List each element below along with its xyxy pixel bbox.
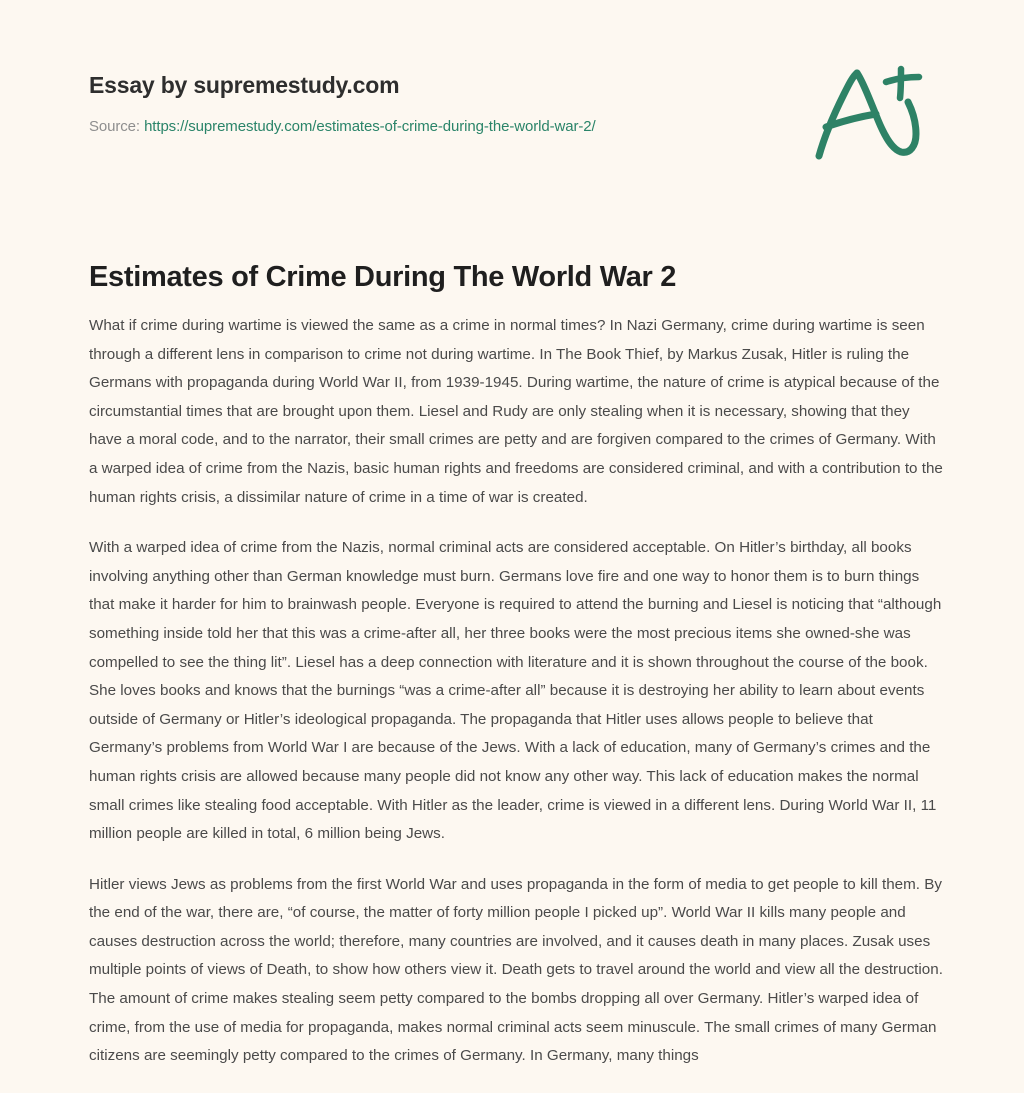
a-plus-logo-icon: [800, 52, 930, 172]
page-title: Estimates of Crime During The World War 2: [89, 261, 677, 294]
essay-body: [89, 312, 945, 1093]
paragraph: What if crime during wartime is viewed the same as a crime in normal times? In Nazi Germany, crime during wartime is seen through a different lens in comparison to crime not during wartime. In The Book Thief, by Markus Zusak, Hitler is ruling the Germans with propaganda during World War II, from 1939-1945. During wartime, the nature of crime is atypical because of the circumstantial times that are brought upon them. Liesel and Rudy are only stealing when it is necessary, showing that they have a moral code, and to the narrator, their small crimes are petty and are forgiven compared to the crimes of Germany. With a warped idea of crime from the Nazis, basic human rights and freedoms are considered criminal, and with a contribution to the human rights crisis, a dissimilar nature of crime in a time of war is created.: [89, 317, 943, 506]
byline: Essay by supremestudy.com: [89, 72, 400, 98]
source-label: Source:: [89, 118, 145, 135]
paragraph: With a warped idea of crime from the Nazis, normal criminal acts are considered acceptable. On Hitler’s birthday, all books involving anything other than German knowledge must burn. Germans love fire and one way to honor them is to burn things that make it harder for him to brainwash people. Everyone is required to attend the burning and Liesel is noticing that “although something inside told her that this was a crime-after all, her three books were the most precious items she owned-she was compelled to see the thing lit”. Liesel has a deep connection with literature and it is shown throughout the course of the book. She loves books and knows that the burnings “was a crime-after all” because it is destroying her ability to learn about events outside of Germany or Hitler’s ideological propaganda. The propaganda that Hitler uses allows people to believe that Germany’s problems from World War I are because of the Jews. With a lack of education, many of Germany’s crimes and the human rights crisis are allowed because many people did not know any other way. This lack of education makes the normal small crimes like stealing food acceptable. With Hitler as the leader, crime is viewed in a different lens. During World War II, 11 million people are killed in total, 6 million being Jews.: [89, 539, 942, 843]
page-header: [0, 0, 1024, 200]
brand-logo[interactable]: [800, 52, 930, 172]
source-url-link[interactable]: https://supremestudy.com/estimates-of-crime-during-the-world-war-2/: [144, 118, 596, 135]
paragraph: Hitler views Jews as problems from the first World War and uses propaganda in the form of media to get people to kill them. By the end of the war, there are, “of course, the matter of forty million people I picked up”. World War II kills many people and causes destruction across the world; therefore, many countries are involved, and it causes death in many places. Zusak uses multiple points of views of Death, to show how others view it. Death gets to travel around the world and view all the destruction. The amount of crime makes stealing seem petty compared to the bombs dropping all over Germany. Hitler’s warped idea of crime, from the use of media for propaganda, makes normal criminal acts seem minuscule. The small crimes of many German citizens are seemingly petty compared to the crimes of Germany. In Germany, many things: [89, 875, 943, 1065]
source-line: [89, 118, 596, 135]
